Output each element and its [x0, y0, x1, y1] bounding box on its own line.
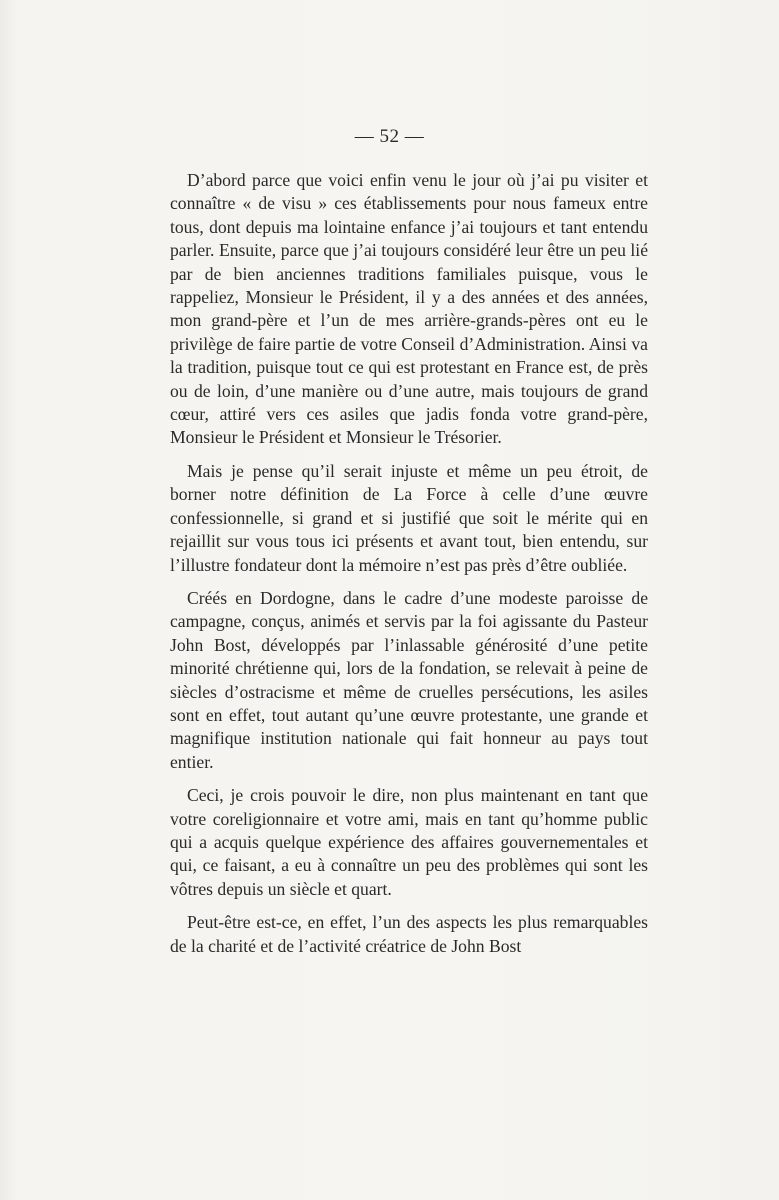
paragraph-1: D’abord parce que voici enfin venu le jour où j’ai pu visiter et connaître « de visu » ces établissements pour nous fameux entre tous, dont depuis ma lointaine enfance j’ai toujours et tant entendu parler. Ensuite, parce que j’ai toujours considéré leur être un peu lié par de bien anciennes traditions familiales puisque, vous le rappeliez, Monsieur le Président, il y a des années et des années, mon grand-père et l’un de mes arrière-grands-pères ont eu le privilège de faire partie de votre Conseil d’Administration. Ainsi va la tradition, puisque tout ce qui est protestant en France est, de près ou de loin, d’une manière ou d’une autre, mais toujours de grand cœur, attiré vers ces asiles que jadis fonda votre grand-père, Monsieur le Président et Monsieur le Trésorier. — [170, 170, 648, 448]
body-text — [170, 169, 648, 958]
paragraph-4: Ceci, je crois pouvoir le dire, non plus maintenant en tant que votre coreligionnaire et votre ami, mais en tant qu’homme public qui a acquis quelque expérience des affaires gouvernementales et qui, ce faisant, a eu à connaître un peu des problèmes qui sont les vôtres depuis un siècle et quart. — [170, 785, 648, 899]
paragraph-3: Créés en Dordogne, dans le cadre d’une modeste paroisse de campagne, conçus, animés et servis par la foi agissante du Pasteur John Bost, développés par l’inlassable générosité d’une petite minorité chrétienne qui, lors de la fondation, se relevait à peine de siècles d’ostracisme et même de cruelles persécutions, les asiles sont en effet, tout autant qu’une œuvre protestante, une grande et magnifique institution nationale qui fait honneur au pays tout entier. — [170, 587, 648, 772]
page-number: — 52 — — [354, 126, 425, 147]
paragraph-5: Peut-être est-ce, en effet, l’un des aspects les plus remarquables de la charité et de l’activité créatrice de John Bost — [170, 912, 648, 956]
paragraph-2: Mais je pense qu’il serait injuste et même un peu étroit, de borner notre définition de La Force à celle d’une œuvre confessionnelle, si grand et si justifié que soit le mérite qui en rejaillit sur vous tous ici présents et avant tout, bien entendu, sur l’illustre fondateur dont la mémoire n’est pas près d’être oubliée. — [170, 460, 648, 575]
